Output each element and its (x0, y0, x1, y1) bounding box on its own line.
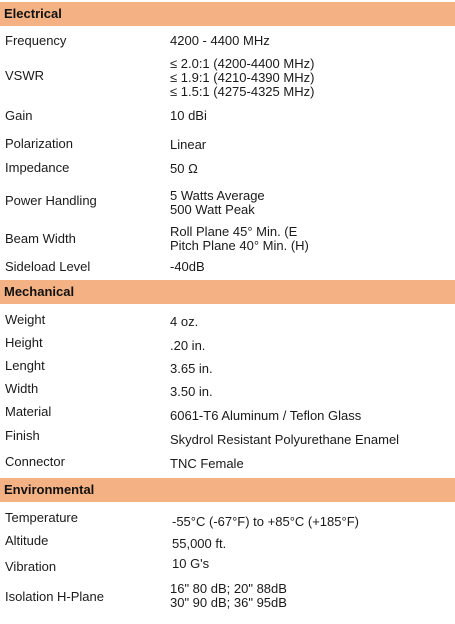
spec-label-finish: Finish (5, 428, 40, 443)
spec-value-beam-width (170, 225, 309, 253)
spec-value-line: 16" 80 dB; 20" 88dB (170, 581, 287, 596)
spec-value-power-handling (170, 189, 265, 217)
spec-value-line: ≤ 1.5:1 (4275-4325 MHz) (170, 84, 315, 99)
spec-label-vswr: VSWR (5, 68, 44, 83)
spec-label-weight: Weight (5, 312, 46, 327)
spec-value-line: 5 Watts Average (170, 188, 265, 203)
section-header-environmental: Environmental (0, 478, 455, 502)
spec-label-length: Lenght (5, 358, 45, 373)
spec-label-beam-width: Beam Width (5, 231, 76, 246)
spec-value-sideload-level: -40dB (170, 259, 205, 274)
spec-value-weight: 4 oz. (170, 314, 199, 329)
spec-value-connector: TNC Female (170, 456, 244, 471)
spec-label-power-handling: Power Handling (5, 193, 97, 208)
spec-label-material: Material (5, 404, 52, 419)
spec-value-material: 6061-T6 Aluminum / Teflon Glass (170, 408, 362, 423)
spec-value-height: .20 in. (170, 338, 206, 353)
spec-label-connector: Connector (5, 454, 65, 469)
spec-label-polarization: Polarization (5, 136, 73, 151)
spec-value-vswr (170, 57, 314, 99)
spec-value-temperature: -55°C (-67°F) to +85°C (+185°F) (172, 514, 359, 529)
spec-value-finish: Skydrol Resistant Polyurethane Enamel (170, 432, 400, 447)
spec-label-sideload-level: Sideload Level (5, 259, 91, 274)
section-header-electrical: Electrical (0, 2, 455, 26)
spec-label-isolation-h-plane: Isolation H-Plane (5, 589, 104, 604)
spec-label-altitude: Altitude (5, 533, 49, 548)
spec-value-line: ≤ 2.0:1 (4200-4400 MHz) (170, 56, 315, 71)
spec-label-temperature: Temperature (5, 510, 78, 525)
spec-value-polarization: Linear (170, 137, 207, 152)
spec-value-impedance: 50 Ω (170, 161, 198, 176)
spec-value-line: 30" 90 dB; 36" 95dB (170, 595, 287, 610)
spec-value-vibration: 10 G's (172, 556, 210, 571)
spec-value-line: ≤ 1.9:1 (4210-4390 MHz) (170, 70, 315, 85)
spec-label-width: Width (5, 381, 39, 396)
spec-label-height: Height (5, 335, 43, 350)
spec-label-gain: Gain (5, 108, 33, 123)
spec-value-frequency: 4200 - 4400 MHz (170, 33, 270, 48)
spec-label-impedance: Impedance (5, 160, 70, 175)
spec-value-line: 500 Watt Peak (170, 202, 255, 217)
spec-value-gain: 10 dBi (170, 108, 207, 123)
section-header-mechanical: Mechanical (0, 280, 455, 304)
spec-value-altitude: 55,000 ft. (172, 536, 227, 551)
spec-value-line: Roll Plane 45° Min. (E (170, 224, 298, 239)
spec-value-length: 3.65 in. (170, 361, 213, 376)
spec-value-line: Pitch Plane 40° Min. (H) (170, 238, 309, 253)
spec-label-vibration: Vibration (5, 559, 57, 574)
spec-value-isolation-h-plane (170, 582, 287, 610)
spec-label-frequency: Frequency (5, 33, 67, 48)
spec-value-width: 3.50 in. (170, 384, 213, 399)
